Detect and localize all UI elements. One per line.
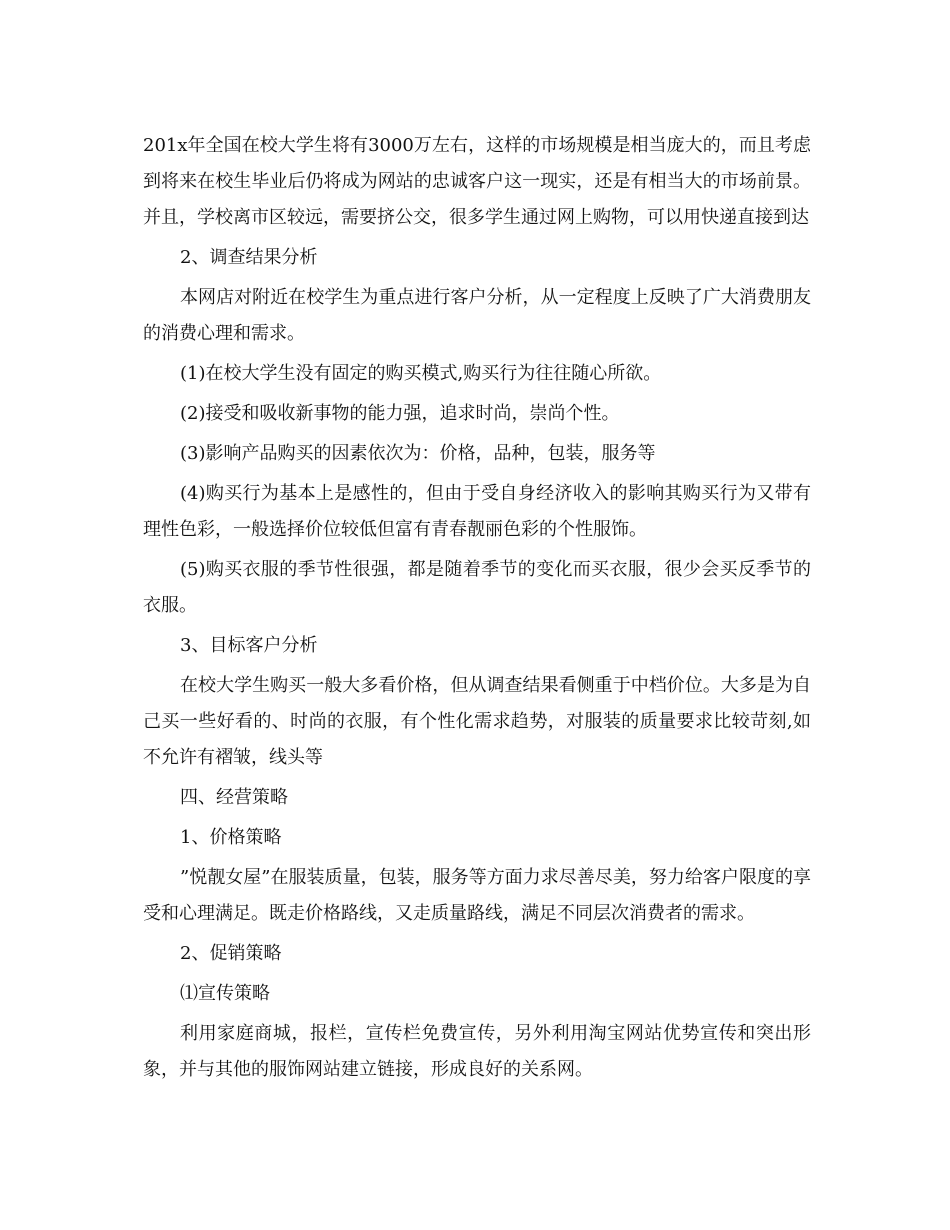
list-item-survey-2: (2)接受和吸收新事物的能力强，追求时尚，崇尚个性。 (180, 403, 620, 424)
heading-price-strategy: 1、价格策略 (180, 827, 282, 848)
heading-publicity-strategy: ⑴宣传策略 (180, 983, 270, 1004)
heading-target-customer: 3、目标客户分析 (180, 635, 318, 656)
heading-survey-analysis: 2、调查结果分析 (180, 247, 318, 268)
paragraph-target-customer: 在校大学生购买一般大多看价格，但从调查结果看侧重于中档价位。大多是为自己买一些好看的、时尚的衣服，有个性化需求趋势，对服装的质量要求比较苛刻,如不允许有褶皱，线头等 (143, 675, 811, 768)
list-item-survey-5: (5)购买衣服的季节性很强，都是随着季节的变化而买衣服，很少会买反季节的衣服。 (143, 559, 811, 616)
paragraph-market-size: 201x年全国在校大学生将有3000万左右，这样的市场规模是相当庞大的，而且考虑到将来在校生毕业后仍将成为网站的忠诚客户这一现实，还是有相当大的市场前景。并且，学校离市区较远，需要挤公交，很多学生通过网上购物，可以用快递直接到达 (143, 135, 811, 228)
list-item-survey-4: (4)购买行为基本上是感性的，但由于受自身经济收入的影响其购买行为又带有理性色彩，一般选择价位较低但富有青春靓丽色彩的个性服饰。 (143, 483, 811, 540)
paragraph-price-strategy: ”悦靓女屋”在服装质量，包装，服务等方面力求尽善尽美，努力给客户限度的享受和心理满足。既走价格路线，又走质量路线，满足不同层次消费者的需求。 (143, 867, 811, 924)
paragraph-survey-intro: 本网店对附近在校学生为重点进行客户分析，从一定程度上反映了广大消费朋友的消费心理和需求。 (143, 287, 811, 344)
list-item-survey-1: (1)在校大学生没有固定的购买模式,购买行为往往随心所欲。 (180, 363, 662, 384)
list-item-survey-3: (3)影响产品购买的因素依次为：价格，品种，包装，服务等 (180, 443, 656, 464)
document-body (143, 128, 811, 1088)
heading-promotion-strategy: 2、促销策略 (180, 943, 282, 964)
heading-business-strategy: 四、经营策略 (180, 787, 288, 808)
paragraph-publicity-strategy: 利用家庭商城，报栏，宣传栏免费宣传，另外利用淘宝网站优势宣传和突出形象，并与其他的服饰网站建立链接，形成良好的关系网。 (143, 1023, 811, 1080)
